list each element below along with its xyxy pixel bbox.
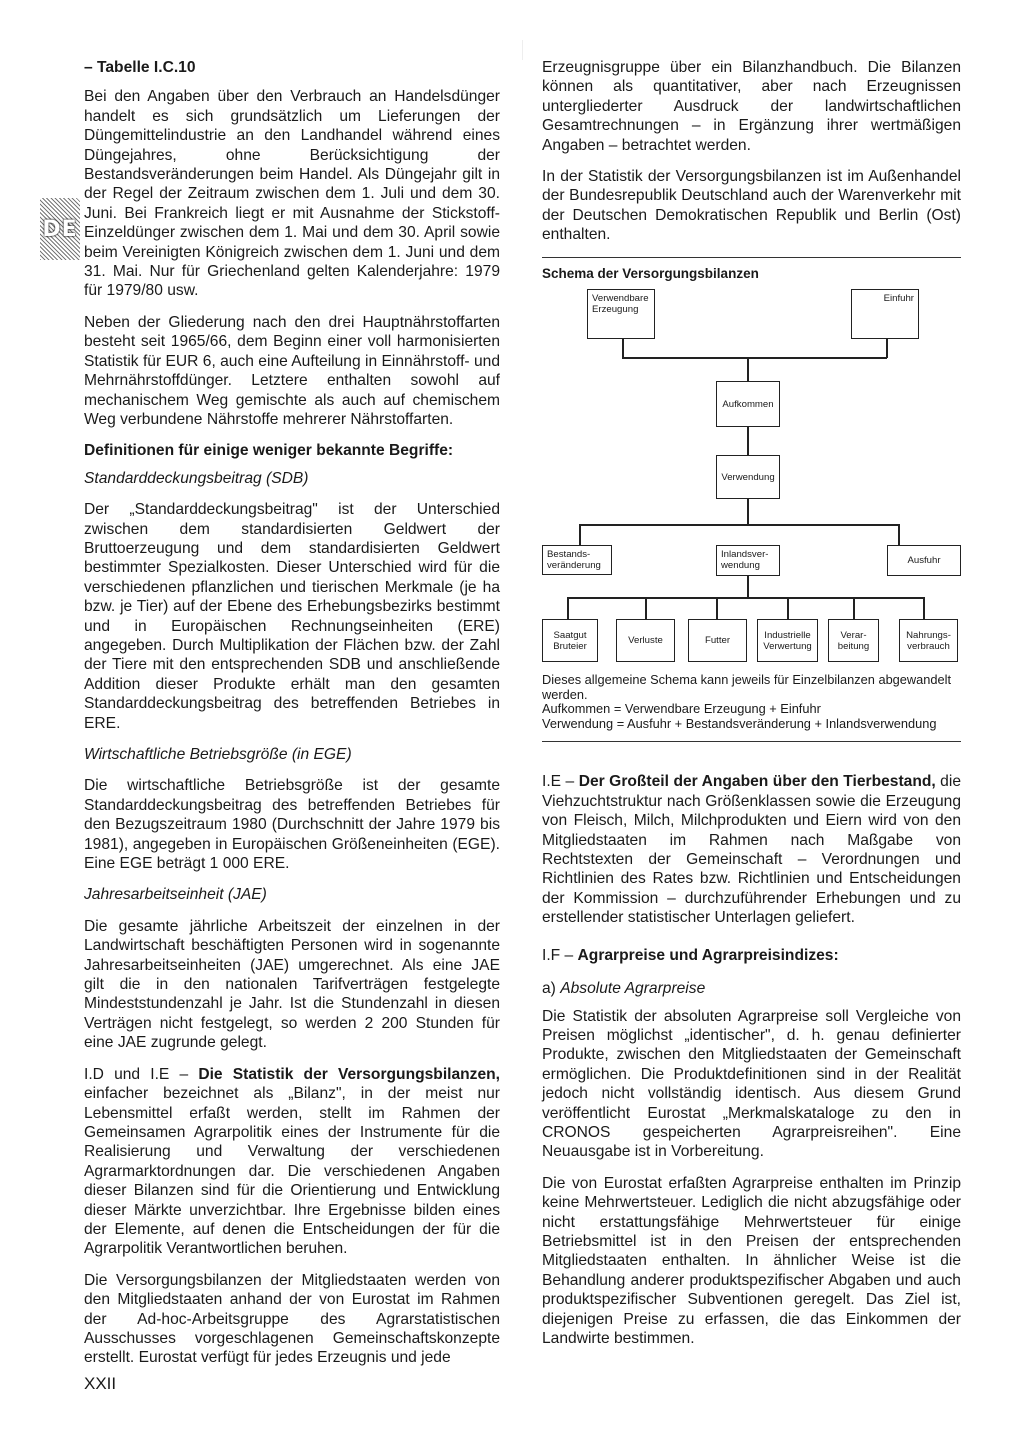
nutrient-paragraph: Neben der Gliederung nach den drei Hauptnährstoffarten besteht seit 1965/66, dem Beginn einer voll harmonisierten Statistik für EUR 6, auch eine Aufteilung in Einnährstoff- und Mehrnährstoffdünger. Letztere enthalten sowohl auf mechanischem Weg gemischte als auch auf chemischem Weg verbundene Nährstoffe mehrerer Nährstoffarten.	[84, 313, 500, 428]
box-inlandsverwendung: Inlandsver- wendung	[716, 545, 780, 576]
box-aufkommen: Aufkommen	[716, 381, 780, 427]
livestock-text: die Viehzuchtstruktur nach Größenklassen sowie die Erzeugung von Fleisch, Milch, Milchprodukten und Eiern wird von den Mitgliedstaaten im Rahmen nach Maßgabe von Rechtstexten der Gemeinschaft – Verordnungen und Richtlinien des Rates bzw. Richtlinien und Entscheidungen der Kommission – durchzuführender Erhebungen und zu erstellender statistischer Unterlagen geliefert.	[542, 773, 961, 927]
absolute-prices-paragraph: Die Statistik der absoluten Agrarpreise soll Vergleiche von Preisen möglichst „identischer", d. h. genau definierter Produkte, zwischen den Mitgliedstaaten der Gemeinschaft ermöglichen. Die Produktdefinitionen sind in der Realität jedoch nicht vollständig identisch. Aus diesem Grund veröffentlicht Eurostat „Merkmalskataloge zu den in CRONOS gespeicherten Agrarpreisreihen". Eine Neuausgabe ist in Vorbereitung.	[542, 1007, 961, 1161]
section-prefix: I.F –	[542, 946, 578, 964]
agrarpreise-bold: Agrarpreise und Agrarpreisindizes:	[577, 946, 839, 964]
sdb-paragraph: Der „Standarddeckungsbeitrag" ist der Unterschied zwischen dem standardisierten Geldwert der Bruttoerzeugung und dem standardisierten Geldwert bestimmter Spezialkosten. Dieser Unterschied wird für die verschiedenen pflanzlichen und tierischen Merkmale (je ha bzw. je Tier) auf der Ebene des Erhebungsbezirks bestimmt und in Europäischen Rechnungseinheiten (ERE) angegeben. Durch Multiplikation der Flächen bzw. der Zahl der Tiere mit den entsprechenden SDB und anschließende Addition dieser Produkte erhält man den gesamten Standarddeckungsbeitrag des betreffenden Betriebes in ERE.	[84, 501, 500, 732]
absolute-prices-heading	[542, 979, 961, 998]
livestock-paragraph	[542, 772, 961, 927]
supply-balance-bold: Die Statistik der Versorgungsbilanzen,	[198, 1065, 501, 1083]
jae-heading: Jahresarbeitseinheit (JAE)	[84, 886, 267, 904]
absolute-prices-title: Absolute Agrarpreise	[560, 980, 706, 998]
box-saatgut-bruteier: Saatgut Bruteier	[542, 619, 598, 662]
ddr-paragraph: In der Statistik der Versorgungsbilanzen ist im Außenhandel der Bundesrepublik Deutschland auch der Warenverkehr mit der Deutschen Demokratischen Republik und Berlin (Ost) enthalten.	[542, 168, 961, 244]
box-futter: Futter	[688, 619, 747, 662]
box-verwendbare-erzeugung: Verwendbare Erzeugung	[587, 289, 655, 339]
fertilizer-paragraph: Bei den Angaben über den Verbrauch an Handelsdünger handelt es sich grundsätzlich um Lieferungen der Düngemittelindustrie an den Landhandel während eines Düngejahres, ohne Berücksichtigung der Bestandsveränderungen beim Handel. Als Düngejahr gilt in der Regel der Zeitraum zwischen dem 1. Juli und dem 30. Juni. Bei Frankreich liegt er mit Ausnahme der Stickstoff-Einzeldünger zwischen dem 1. Mai und dem 30. April sowie beim Vereinigten Königreich zwischen dem 1. Juni und dem 31. Mai. Nur für Griechenland gelten Kalenderjahre: 1979 für 1979/80 usw.	[84, 88, 500, 300]
handbook-paragraph: Erzeugnisgruppe über ein Bilanzhandbuch. Die Bilanzen können als quantitativer, aber nach Erzeugnissen untergliederter Ausdruck der landwirtschaftlichen Gesamtrechnungen – in Ergänzung ihrer wertmäßigen Angaben – betrachtet werden.	[542, 59, 961, 154]
section-prefix: I.D und I.E –	[84, 1065, 199, 1083]
jae-paragraph: Die gesamte jährliche Arbeitszeit der einzelnen in der Landwirtschaft beschäftigten Personen wird in sogenannte Jahresarbeitseinheiten (JAE) umgerechnet. Als eine JAE gilt die in den nationalen Tarifverträgen festgelegte Mindeststundenzahl je Jahr. Ist die Stundenzahl in diesen Verträgen nicht festgelegt, so werden 2 200 Stunden für eine JAE zugrunde gelegt.	[84, 917, 500, 1052]
box-nahrungsverbrauch: Nahrungs- verbrauch	[899, 619, 958, 662]
box-einfuhr: Einfuhr	[851, 289, 919, 339]
supply-balance-paragraph	[84, 1065, 500, 1259]
left-column	[84, 58, 500, 1380]
vat-paragraph: Die von Eurostat erfaßten Agrarpreise enthalten im Prinzip keine Mehrwertsteuer. Lediglich die nicht abzugsfähige oder nicht erstattungsfähige Mehrwertsteuer für einige Betriebsmittel ist in den Preisen der entsprechenden Mitgliedstaaten enthalten. In ähnlicher Weise ist die Behandlung anderer produktspezifischer Abgaben und auch produktspezifischer Subventionen geregelt. Das Ziel ist, diejenigen Preise zu erfassen, die das Einkommen der Landwirte bestimmen.	[542, 1174, 961, 1347]
tabelle-heading: – Tabelle I.C.10	[84, 59, 196, 76]
subsection-prefix: a)	[542, 980, 561, 998]
ege-paragraph: Die wirtschaftliche Betriebsgröße ist der gesamte Standarddeckungsbeitrag des betreffenden Betriebes für den Bezugszeitraum 1980 (Durchschnitt der Jahre 1979 bis 1981), angegeben in Europäischen Größeneinheiten (EGE). Eine EGE beträgt 1 000 ERE.	[84, 777, 500, 873]
agrarpreise-heading	[542, 946, 961, 965]
box-ausfuhr: Ausfuhr	[887, 545, 961, 576]
caption-note: Dieses allgemeine Schema kann jeweils für Einzelbilanzen abgewandelt werden.	[542, 672, 952, 702]
box-verarbeitung: Verar- beitung	[828, 619, 879, 662]
definitions-heading: Definitionen für einige weniger bekannte Begriffe:	[84, 442, 454, 460]
schema-divider	[542, 257, 961, 258]
supply-balance-text: einfacher bezeichnet als „Bilanz", in der meist nur Lebensmittel erfaßt werden, stellt im Rahmen der Gemeinsamen Agrarpolitik eines der Instrumente für die Realisierung und Verwaltung der verschiedenen Agrarmarktordnungen dar. Die verschiedenen Angaben dieser Bilanzen sind für die Orientierung und Entwicklung dieser Märkte unverzichtbar. Ihre Ergebnisse bilden eines der Elemente, auf denen die Entscheidungen der für die Agrarpolitik Verantwortlichen beruhen.	[84, 1085, 500, 1258]
page-number: XXII	[84, 1374, 117, 1393]
right-column	[542, 58, 961, 1360]
box-industrielle-verwertung: Industrielle Verwertung	[757, 619, 818, 662]
sdb-heading: Standarddeckungsbeitrag (SDB)	[84, 469, 309, 487]
column-divider	[522, 40, 523, 60]
country-tab-stamp: DE	[40, 198, 80, 260]
caption-verwendung: Verwendung = Ausfuhr + Bestandsveränderung + Inlandsverwendung	[542, 715, 937, 731]
caption-aufkommen: Aufkommen = Verwendbare Erzeugung + Einfuhr	[542, 701, 821, 717]
ege-heading: Wirtschaftliche Betriebsgröße (in EGE)	[84, 746, 352, 763]
supply-balance-diagram	[542, 289, 961, 691]
caption-divider	[542, 741, 961, 742]
box-verwendung: Verwendung	[716, 455, 780, 499]
schema-title: Schema der Versorgungsbilanzen	[542, 265, 759, 281]
box-verluste: Verluste	[616, 619, 675, 662]
section-prefix: I.E –	[542, 773, 579, 791]
box-bestandsveraenderung: Bestands- veränderung	[542, 545, 612, 575]
member-states-paragraph: Die Versorgungsbilanzen der Mitgliedstaaten werden von den Mitgliedstaaten anhand der von Eurostat im Rahmen der Ad-hoc-Arbeitsgruppe des Agrarstatistischen Ausschusses vorgeschlagenen Gemeinschaftskonzepte erstellt. Eurostat verfügt für jedes Erzeugnis und jede	[84, 1271, 500, 1367]
livestock-bold: Der Großteil der Angaben über den Tierbestand,	[578, 773, 936, 791]
